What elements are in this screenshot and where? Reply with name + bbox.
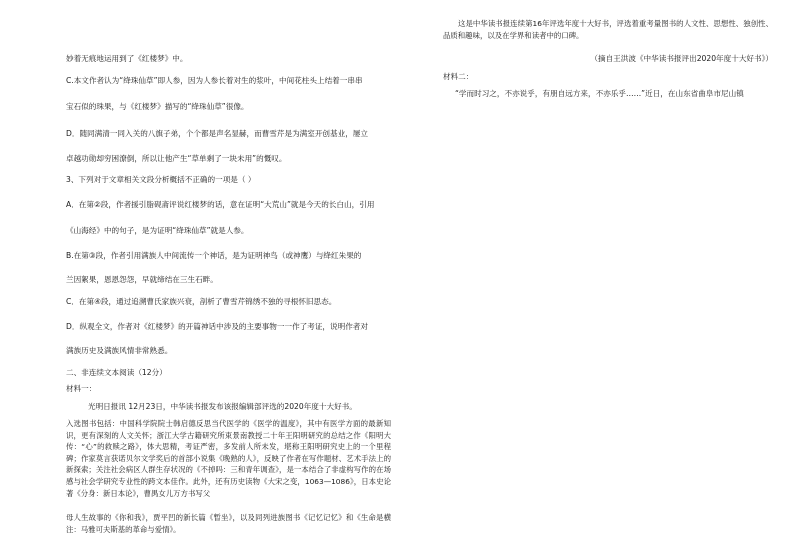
text-line: 满族历史及满族风情非常熟悉。	[66, 346, 173, 355]
option-d2-line: D．纵观全文，作者对《红楼梦》的开篇神话中涉及的主要事物一一作了考证，说明作者对	[66, 322, 368, 331]
material2-text: “学而时习之，不亦说乎，有朋自远方来，不亦乐乎……”近日，在山东省曲阜市尼山镇	[455, 89, 744, 98]
material1-label: 材料一：	[66, 384, 97, 393]
material2-label: 材料二：	[443, 72, 474, 81]
option-c2-line: C．在第④段，通过追溯曹氏家族兴衰，剖析了曹雪芹锦绣不独的寻根怀旧思态。	[66, 297, 337, 306]
source-citation: （摘自王洪波《中华读书报评出2020年度十大好书》）	[590, 54, 773, 63]
text-line: 《山海经》中的句子，是为证明“绛珠仙草”就是人参。	[66, 226, 249, 235]
text-line: 卓越功勋却穷困潦倒，所以让他产生“草单剩了一块未用”的慨叹。	[66, 154, 287, 163]
text-line: 宝石似的珠果，与《红楼梦》描写的“绛珠仙草”很像。	[66, 102, 249, 111]
section-title: 二、非连续文本阅读（12分）	[66, 368, 167, 377]
material1-conclusion: 这是中华读书报连续第16年评选年度十大好书，评选着重考量图书的人文性、思想性、独创性、品质和趣味，以及在学界和读者中的口碑。	[443, 19, 773, 40]
option-a-line: A．在第②段，作者援引脂砚斋评说红楼梦的话，意在证明“大荒山”就是今天的长白山，引用	[66, 200, 375, 209]
text-line: 妙着无痕地运用到了《红楼梦》中。	[66, 54, 188, 63]
option-d-line: D．随同满清一同入关的八旗子弟，个个都是声名显赫，而曹雪芹是为满室开创基业，屡立	[66, 129, 368, 138]
option-c-line: C.本文作者认为“绛珠仙草”即人参，因为人参长着对生的浆叶，中间花柱头上结着一串串	[66, 76, 363, 85]
material1-tail: 母人生故事的《你和我》，贾平凹的新长篇《暂坐》，以及同列进族图书《记忆记忆》和《生命是横注：马雅可夫斯基的革命与爱情》。	[66, 513, 391, 534]
question-3: 3、下列对于文章相关文段分析概括不正确的一项是（ ）	[66, 175, 256, 184]
text-line: 兰因絮果，恩恩怨怨，早就缔结在三生石畔。	[66, 275, 218, 284]
option-b-line: B.在第③段，作者引用满族人中间流传一个神话，是为证明神鸟（或神鹰）与绛红朱果的	[66, 251, 362, 260]
material1-paragraph: 入选图书包括：中国科学院院士韩启德反思当代医学的《医学的温度》，其中有医学方面的最新知识，更有深刻的人文关怀；浙江大学古籍研究所束景南教授二十年王阳明研究的总结之作《阳明大传：“心”的救赎之路》，体大思精，考证严密，多发前人所未发，堪称王阳明研究史上的一个里程碑；作家莫言获诺贝尔文学奖后的首部小说集《晚熟的人》，反映了作者在写作题材、艺术手法上的新探索；关注社会病区人群生存状况的《不掉吗：三和青年调查》，是一本结合了非虚构写作的在场感与社会学研究专业性的跨文本佳作。此外，还有历史读物《大宋之变，1063—1086》，日本史论著《分身：新日本论》，曹禺女儿万方书写父	[66, 419, 391, 498]
material1-intro: 光明日报讯 12月23日，中华读书报发布该报编辑部评选的2020年度十大好书。	[88, 402, 357, 411]
